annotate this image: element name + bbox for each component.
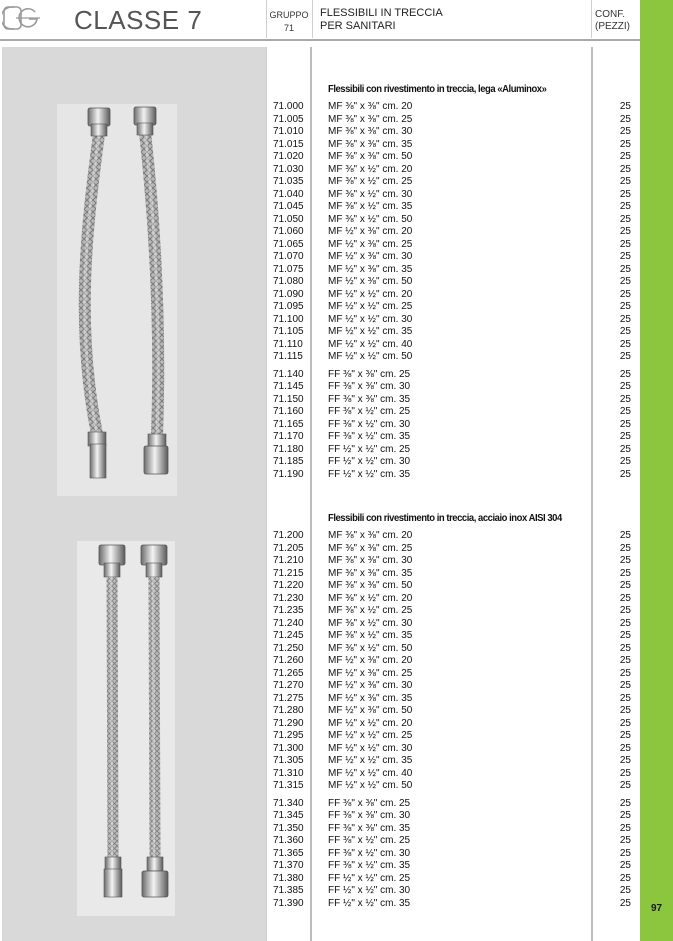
table-row: [266, 580, 640, 593]
product-code: 71.275: [273, 692, 304, 704]
pack-quantity: 25: [619, 468, 631, 480]
product-description: MF ⅜" x ⅜" cm. 20: [328, 101, 413, 112]
pack-quantity: 25: [619, 822, 631, 834]
brand-logo-icon: [2, 3, 42, 33]
pack-quantity: 25: [619, 872, 631, 884]
product-description: MF ½" x ½" cm. 40: [328, 767, 413, 779]
product-description: FF ⅜" x ⅜" cm. 35: [328, 393, 411, 405]
product-description: MF ⅜" x ⅜" cm. 50: [328, 151, 413, 162]
product-code: 71.315: [273, 780, 304, 791]
pack-quantity: 25: [619, 717, 631, 729]
pack-quantity: 25: [619, 126, 631, 137]
product-code: 71.245: [273, 630, 304, 641]
product-code: 71.005: [273, 113, 304, 125]
table-row: [266, 226, 640, 239]
conf-block: [595, 9, 630, 33]
table-row: [266, 406, 640, 419]
product-code: 71.385: [273, 885, 304, 896]
table-row: [266, 605, 640, 618]
conf-unit: (PEZZI): [595, 21, 630, 32]
pack-quantity: 25: [619, 188, 631, 200]
product-code: 71.300: [273, 742, 304, 754]
table-row: [266, 444, 640, 457]
table-row: [266, 873, 640, 886]
pack-quantity: 25: [619, 680, 631, 691]
gruppo-block: [268, 9, 310, 35]
table-row: [266, 693, 640, 706]
product-code: 71.160: [273, 406, 304, 417]
product-code: 71.185: [273, 456, 304, 467]
table-row: [266, 456, 640, 469]
product-code: 71.080: [273, 276, 304, 287]
pack-quantity: 25: [619, 113, 631, 125]
gruppo-label: GRUPPO: [269, 10, 309, 20]
product-description: MF ½" x ½" cm. 30: [328, 742, 413, 754]
table-row: [266, 568, 640, 581]
product-code: 71.370: [273, 860, 304, 871]
table-row: [266, 730, 640, 743]
product-description: FF ½" x ½" cm. 35: [328, 468, 411, 480]
table-row: [266, 898, 640, 911]
product-code: 71.260: [273, 655, 304, 666]
pack-quantity: 25: [619, 201, 631, 212]
product-description: MF ⅜" x ½" cm. 30: [328, 188, 413, 200]
product-description: MF ½" x ½" cm. 40: [328, 338, 413, 350]
table-row: [266, 201, 640, 214]
pack-quantity: 25: [619, 418, 631, 430]
product-description: MF ½" x ½" cm. 50: [328, 780, 413, 791]
product-description: FF ⅜" x ⅜" cm. 30: [328, 381, 411, 392]
product-description: MF ⅜" x ⅜" cm. 50: [328, 580, 413, 591]
product-description: MF ⅜" x ⅜" cm. 25: [328, 542, 413, 554]
product-code: 71.105: [273, 326, 304, 337]
pack-quantity: 25: [619, 555, 631, 566]
product-code: 71.000: [273, 101, 304, 112]
product-description: MF ⅜" x ½" cm. 20: [328, 592, 413, 604]
pack-quantity: 25: [619, 897, 631, 909]
table-row: [266, 885, 640, 898]
product-code: 71.265: [273, 667, 304, 679]
product-code: 71.045: [273, 201, 304, 212]
product-description: MF ½" x ⅜" cm. 35: [328, 263, 413, 275]
product-description: FF ⅜" x ½" cm. 35: [328, 431, 411, 442]
product-code: 71.350: [273, 822, 304, 834]
header-rule: [0, 39, 640, 41]
product-code: 71.365: [273, 847, 304, 859]
table-row: [266, 718, 640, 731]
product-code: 71.140: [273, 368, 304, 380]
product-description: MF ½" x ⅜" cm. 50: [328, 276, 413, 287]
product-code: 71.210: [273, 555, 304, 566]
pack-quantity: 25: [619, 530, 631, 541]
pack-quantity: 25: [619, 381, 631, 392]
product-description: MF ½" x ½" cm. 30: [328, 313, 413, 325]
pack-quantity: 25: [619, 313, 631, 325]
pack-quantity: 25: [619, 263, 631, 275]
pack-quantity: 25: [619, 705, 631, 716]
product-description: MF ⅜" x ½" cm. 35: [328, 630, 413, 641]
table-row: [266, 214, 640, 227]
table-row: [266, 419, 640, 432]
table-row: [266, 655, 640, 668]
product-code: 71.220: [273, 580, 304, 591]
table-row: [266, 555, 640, 568]
pack-quantity: 25: [619, 456, 631, 467]
product-code: 71.070: [273, 251, 304, 262]
product-description: MF ½" x ½" cm. 20: [328, 717, 413, 729]
conf-label: CONF.: [595, 9, 625, 20]
pack-quantity: 25: [619, 542, 631, 554]
page-number: 97: [650, 903, 663, 914]
pack-quantity: 25: [619, 443, 631, 455]
pack-quantity: 25: [619, 730, 631, 741]
pack-quantity: 25: [619, 276, 631, 287]
table-row: [266, 326, 640, 339]
product-code: 71.270: [273, 680, 304, 691]
product-code: 71.360: [273, 835, 304, 846]
product-code: 71.115: [273, 351, 303, 362]
pack-quantity: 25: [619, 251, 631, 262]
product-description: MF ⅜" x ½" cm. 30: [328, 617, 413, 629]
product-code: 71.145: [273, 381, 304, 392]
table-row: [266, 469, 640, 482]
table-row: [266, 126, 640, 139]
product-description: FF ⅜" x ⅜" cm. 25: [328, 368, 411, 380]
table-row: [266, 114, 640, 127]
product-code: 71.095: [273, 301, 304, 312]
pack-quantity: 25: [619, 667, 631, 679]
table-row: [266, 431, 640, 444]
product-code: 71.040: [273, 188, 304, 200]
pack-quantity: 25: [619, 780, 631, 791]
product-code: 71.100: [273, 313, 304, 325]
pack-quantity: 25: [619, 630, 631, 641]
pack-quantity: 25: [619, 138, 631, 150]
product-description: MF ⅜" x ⅜" cm. 20: [328, 530, 413, 541]
product-description: MF ⅜" x ⅜" cm. 30: [328, 555, 413, 566]
product-description: FF ⅜" x ½" cm. 25: [328, 835, 411, 846]
pack-quantity: 25: [619, 301, 631, 312]
product-description: FF ½" x ½" cm. 30: [328, 885, 411, 896]
pack-quantity: 25: [619, 692, 631, 704]
table-row: [266, 339, 640, 352]
product-description: MF ½" x ½" cm. 25: [328, 730, 413, 741]
product-description: FF ½" x ½" cm. 30: [328, 456, 411, 467]
product-description: MF ½" x ½" cm. 25: [328, 301, 413, 312]
product-description: MF ½" x ⅜" cm. 20: [328, 226, 413, 237]
product-code: 71.035: [273, 176, 304, 187]
header-divider: [312, 0, 313, 38]
table-row: [266, 835, 640, 848]
table-row: [266, 743, 640, 756]
product-description: MF ½" x ⅜" cm. 25: [328, 667, 413, 679]
product-code: 71.390: [273, 897, 304, 909]
table-row: [266, 543, 640, 556]
pack-quantity: 25: [619, 176, 631, 187]
product-description: MF ½" x ⅜" cm. 20: [328, 655, 413, 666]
pack-quantity: 25: [619, 742, 631, 754]
pack-quantity: 25: [619, 592, 631, 604]
pack-quantity: 25: [619, 642, 631, 654]
product-code: 71.180: [273, 443, 304, 455]
product-code: 71.345: [273, 810, 304, 821]
product-code: 71.190: [273, 468, 304, 480]
product-description: MF ½" x ⅜" cm. 25: [328, 238, 413, 250]
pack-quantity: 25: [619, 755, 631, 766]
product-description: FF ⅜" x ⅜" cm. 35: [328, 822, 411, 834]
product-description: FF ⅜" x ½" cm. 30: [328, 418, 411, 430]
product-code: 71.075: [273, 263, 304, 275]
pack-quantity: 25: [619, 393, 631, 405]
product-table-inox: [266, 530, 640, 910]
table-row: [266, 289, 640, 302]
section-title-inox: Flessibili con rivestimento in treccia, acciaio inox AISI 304: [328, 512, 562, 524]
table-row: [266, 860, 640, 873]
product-description: MF ⅜" x ½" cm. 50: [328, 213, 413, 225]
product-description: MF ⅜" x ½" cm. 25: [328, 176, 413, 187]
product-description: MF ½" x ⅜" cm. 30: [328, 680, 413, 691]
product-code: 71.240: [273, 617, 304, 629]
pack-quantity: 25: [619, 288, 631, 300]
pack-quantity: 25: [619, 151, 631, 162]
product-photo-aluminox: [57, 104, 177, 496]
product-code: 71.060: [273, 226, 304, 237]
product-code: 71.110: [273, 338, 303, 350]
table-row: [266, 798, 640, 811]
product-code: 71.010: [273, 126, 304, 137]
section-title-aluminox: Flessibili con rivestimento in treccia, lega «Aluminox»: [328, 83, 547, 95]
product-description: FF ⅜" x ⅜" cm. 30: [328, 810, 411, 821]
product-code: 71.090: [273, 288, 304, 300]
pack-quantity: 25: [619, 605, 631, 616]
pack-quantity: 25: [619, 326, 631, 337]
table-row: [266, 164, 640, 177]
product-photo-inox: [77, 541, 175, 916]
table-row: [266, 301, 640, 314]
pack-quantity: 25: [619, 238, 631, 250]
table-row: [266, 251, 640, 264]
table-row: [266, 394, 640, 407]
product-description: MF ½" x ½" cm. 35: [328, 755, 413, 766]
table-row: [266, 351, 640, 364]
heading-line-1: FLESSIBILI IN TRECCIA: [320, 7, 443, 19]
table-row: [266, 239, 640, 252]
product-code: 71.050: [273, 213, 304, 225]
heading-line-2: PER SANITARI: [320, 20, 396, 32]
pack-quantity: 25: [619, 351, 631, 362]
product-code: 71.305: [273, 755, 304, 766]
table-row: [266, 151, 640, 164]
product-code: 71.215: [273, 567, 304, 579]
table-row: [266, 823, 640, 836]
product-description: MF ½" x ⅜" cm. 50: [328, 705, 413, 716]
table-row: [266, 768, 640, 781]
product-description: MF ⅜" x ⅜" cm. 25: [328, 113, 413, 125]
table-row: [266, 780, 640, 793]
pack-quantity: 25: [619, 567, 631, 579]
product-description: FF ⅜" x ½" cm. 25: [328, 406, 411, 417]
table-row: [266, 530, 640, 543]
pack-quantity: 25: [619, 101, 631, 112]
table-row: [266, 618, 640, 631]
table-row: [266, 314, 640, 327]
product-description: MF ½" x ⅜" cm. 30: [328, 251, 413, 262]
product-code: 71.165: [273, 418, 304, 430]
product-description: FF ½" x ½" cm. 35: [328, 897, 411, 909]
pack-quantity: 25: [619, 835, 631, 846]
pack-quantity: 25: [619, 797, 631, 809]
product-description: MF ½" x ½" cm. 20: [328, 288, 413, 300]
product-code: 71.230: [273, 592, 304, 604]
table-row: [266, 755, 640, 768]
table-row: [266, 176, 640, 189]
product-code: 71.015: [273, 138, 304, 150]
section-heading: [320, 7, 443, 33]
table-row: [266, 369, 640, 382]
product-description: MF ½" x ½" cm. 50: [328, 351, 413, 362]
table-row: [266, 189, 640, 202]
pack-quantity: 25: [619, 860, 631, 871]
table-row: [266, 139, 640, 152]
product-code: 71.280: [273, 705, 304, 716]
gruppo-value: 71: [283, 23, 294, 33]
product-description: MF ⅜" x ⅜" cm. 35: [328, 138, 413, 150]
pack-quantity: 25: [619, 767, 631, 779]
header-divider: [266, 0, 267, 38]
product-description: FF ⅜" x ½" cm. 30: [328, 847, 411, 859]
page-title: CLASSE 7: [74, 5, 203, 35]
product-description: MF ⅜" x ½" cm. 20: [328, 163, 413, 175]
header-divider: [591, 0, 592, 38]
product-code: 71.030: [273, 163, 304, 175]
pack-quantity: 25: [619, 338, 631, 350]
pack-quantity: 25: [619, 226, 631, 237]
product-code: 71.250: [273, 642, 304, 654]
table-row: [266, 276, 640, 289]
product-description: FF ½" x ½" cm. 25: [328, 872, 411, 884]
pack-quantity: 25: [619, 213, 631, 225]
product-description: MF ⅜" x ⅜" cm. 35: [328, 567, 413, 579]
product-description: FF ½" x ½" cm. 25: [328, 443, 411, 455]
product-code: 71.200: [273, 530, 304, 541]
product-description: FF ⅜" x ⅜" cm. 25: [328, 797, 411, 809]
product-code: 71.380: [273, 872, 304, 884]
table-row: [266, 630, 640, 643]
product-code: 71.020: [273, 151, 304, 162]
table-row: [266, 643, 640, 656]
table-row: [266, 593, 640, 606]
pack-quantity: 25: [619, 580, 631, 591]
product-description: MF ½" x ⅜" cm. 35: [328, 692, 413, 704]
table-row: [266, 680, 640, 693]
pack-quantity: 25: [619, 163, 631, 175]
pack-quantity: 25: [619, 847, 631, 859]
product-description: MF ½" x ½" cm. 35: [328, 326, 413, 337]
product-code: 71.310: [273, 767, 304, 779]
pack-quantity: 25: [619, 655, 631, 666]
table-row: [266, 264, 640, 277]
product-code: 71.065: [273, 238, 304, 250]
product-code: 71.340: [273, 797, 304, 809]
pack-quantity: 25: [619, 617, 631, 629]
product-table-aluminox: [266, 101, 640, 481]
product-code: 71.170: [273, 431, 304, 442]
table-row: [266, 705, 640, 718]
table-row: [266, 381, 640, 394]
table-row: [266, 810, 640, 823]
product-description: MF ⅜" x ½" cm. 35: [328, 201, 413, 212]
pack-quantity: 25: [619, 406, 631, 417]
pack-quantity: 25: [619, 885, 631, 896]
product-description: MF ⅜" x ⅜" cm. 30: [328, 126, 413, 137]
table-row: [266, 848, 640, 861]
product-code: 71.150: [273, 393, 304, 405]
pack-quantity: 25: [619, 368, 631, 380]
pack-quantity: 25: [619, 810, 631, 821]
product-description: MF ⅜" x ½" cm. 50: [328, 642, 413, 654]
product-code: 71.205: [273, 542, 304, 554]
side-color-band: [640, 0, 673, 941]
product-code: 71.295: [273, 730, 304, 741]
table-row: [266, 101, 640, 114]
product-code: 71.235: [273, 605, 304, 616]
product-description: MF ⅜" x ½" cm. 25: [328, 605, 413, 616]
product-description: FF ⅜" x ½" cm. 35: [328, 860, 411, 871]
pack-quantity: 25: [619, 431, 631, 442]
product-code: 71.290: [273, 717, 304, 729]
table-row: [266, 668, 640, 681]
